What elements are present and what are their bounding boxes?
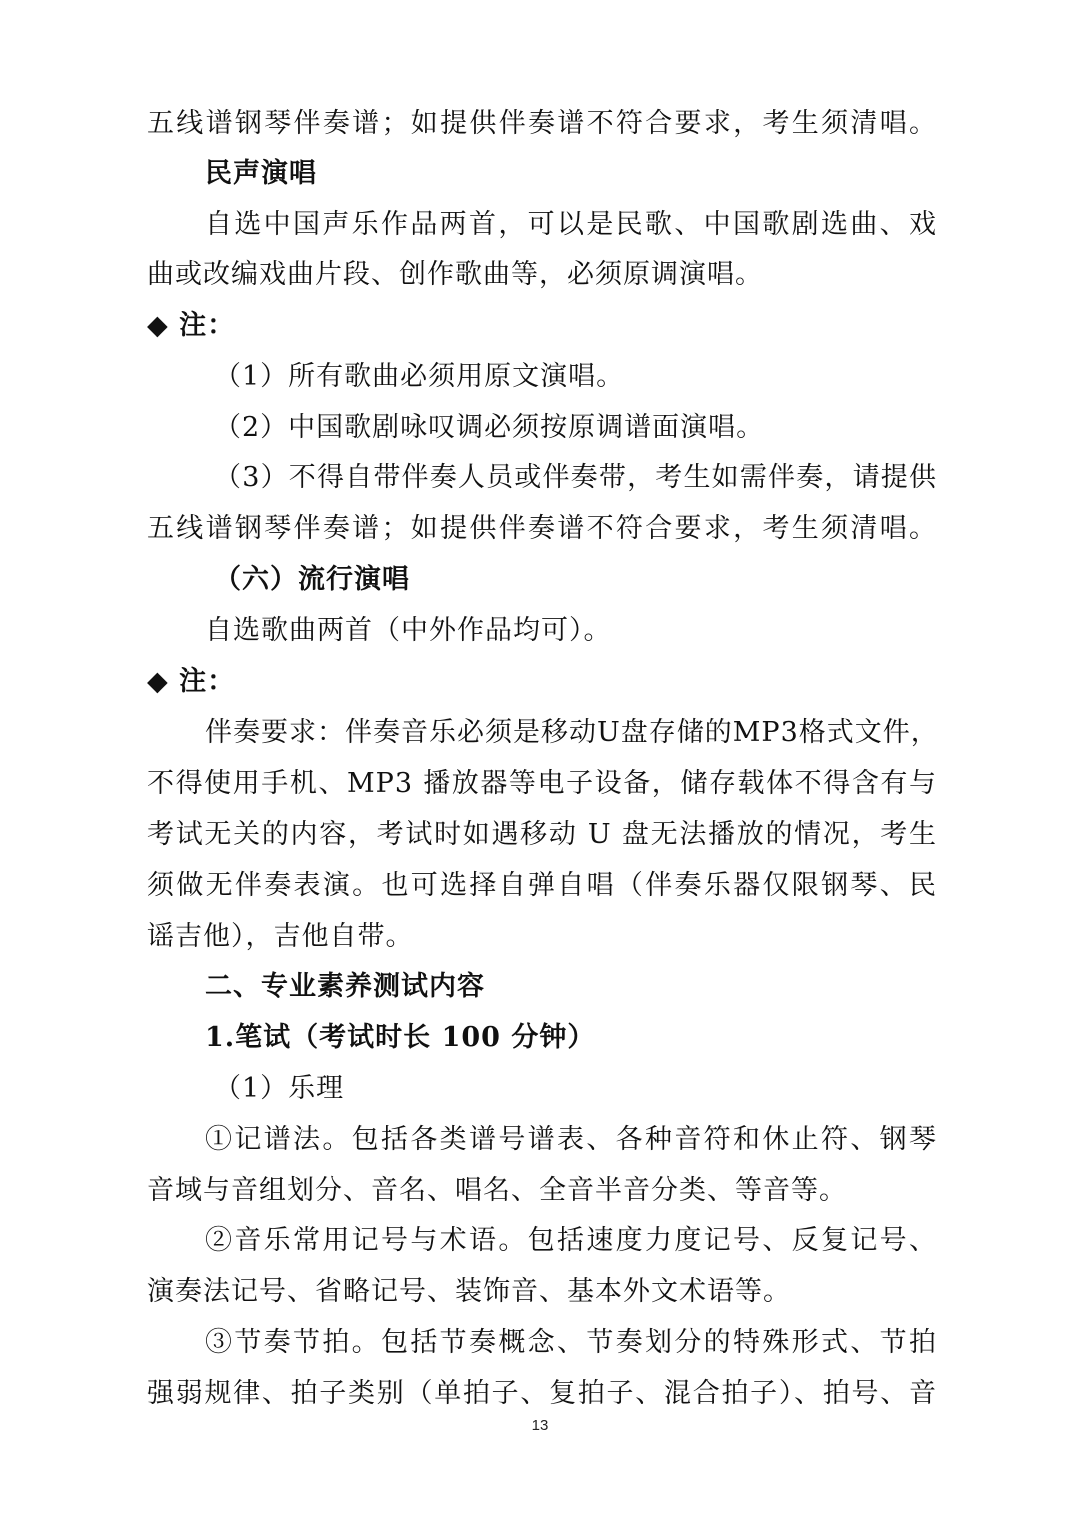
body-text-line: 曲或改编戏曲片段、创作歌曲等，必须原调演唱。: [147, 259, 763, 290]
body-text-line: 五线谱钢琴伴奏谱；如提供伴奏谱不符合要求，考生须清唱。: [147, 108, 937, 139]
section-subheading: 民声演唱: [205, 158, 317, 189]
body-text-line: 考试无关的内容，考试时如遇移动 U 盘无法播放的情况，考生: [147, 819, 937, 850]
list-item: （3）不得自带伴奏人员或伴奏带，考生如需伴奏，请提供: [214, 462, 937, 493]
body-text-line: 须做无伴奏表演。也可选择自弹自唱（伴奏乐器仅限钢琴、民: [147, 870, 937, 901]
body-text-line: 音域与音组划分、音名、唱名、全音半音分类、等音等。: [147, 1175, 847, 1206]
section-heading: 二、专业素养测试内容: [205, 971, 485, 1002]
body-text-line: ①记谱法。包括各类谱号谱表、各种音符和休止符、钢琴: [205, 1124, 937, 1155]
page-number: 13: [531, 1417, 549, 1434]
body-text-line: 自选中国声乐作品两首，可以是民歌、中国歌剧选曲、戏: [205, 209, 937, 240]
body-text-line: 强弱规律、拍子类别（单拍子、复拍子、混合拍子）、拍号、音: [147, 1378, 937, 1409]
note-label: ◆ 注：: [147, 310, 236, 341]
note-label: ◆ 注：: [147, 666, 236, 697]
body-text-line: 演奏法记号、省略记号、装饰音、基本外文术语等。: [147, 1276, 791, 1307]
list-item: （1）乐理: [214, 1073, 345, 1104]
body-text-line: ③节奏节拍。包括节奏概念、节奏划分的特殊形式、节拍: [205, 1327, 937, 1358]
body-text-line: 五线谱钢琴伴奏谱；如提供伴奏谱不符合要求，考生须清唱。: [147, 513, 937, 544]
body-text-line: 伴奏要求：伴奏音乐必须是移动U盘存储的MP3格式文件，: [205, 717, 939, 748]
list-item: （2）中国歌剧咏叹调必须按原调谱面演唱。: [214, 412, 765, 443]
body-text-line: 不得使用手机、MP3 播放器等电子设备，储存载体不得含有与: [147, 768, 937, 799]
body-text-line: 自选歌曲两首（中外作品均可）。: [205, 615, 612, 646]
section-subheading: 1.笔试（考试时长 100 分钟）: [205, 1022, 596, 1053]
body-text-line: 谣吉他），吉他自带。: [147, 921, 414, 952]
body-text-line: ②音乐常用记号与术语。包括速度力度记号、反复记号、: [205, 1225, 937, 1256]
section-subheading: （六）流行演唱: [214, 564, 410, 595]
list-item: （1）所有歌曲必须用原文演唱。: [214, 361, 625, 392]
